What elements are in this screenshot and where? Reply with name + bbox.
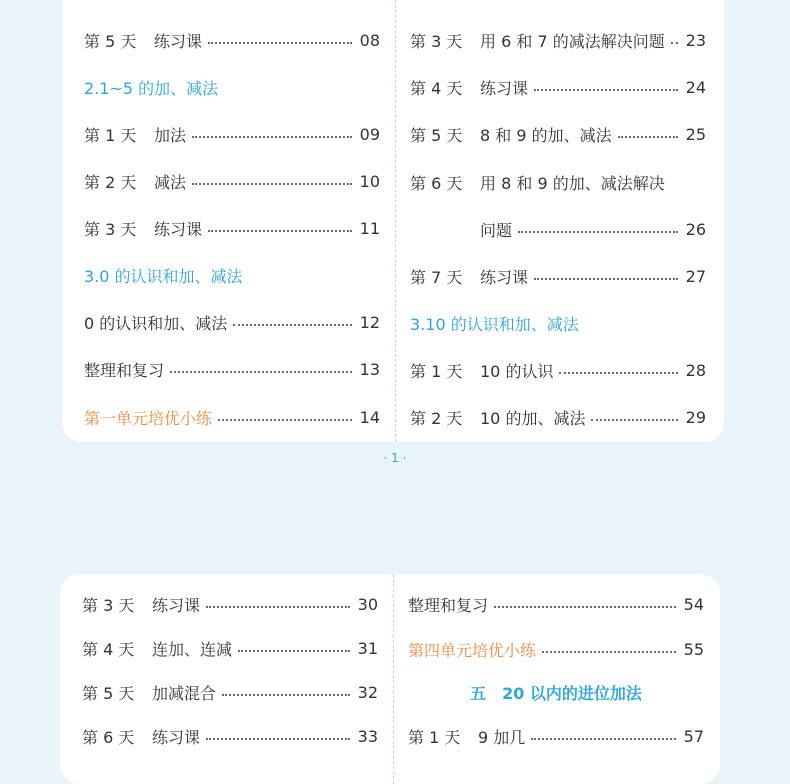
toc-entry[interactable] <box>410 76 706 98</box>
toc-entry[interactable] <box>84 311 380 333</box>
toc-entry[interactable] <box>408 725 704 747</box>
toc-entry-title: 练习课 <box>154 219 203 239</box>
toc-entry-page: 32 <box>357 682 378 702</box>
toc-entry-title: 问题 <box>480 220 513 240</box>
toc-entry[interactable] <box>410 406 706 428</box>
toc-leader-dots <box>233 324 352 326</box>
toc-entry-page: 11 <box>359 218 380 238</box>
toc-leader-dots <box>218 419 352 421</box>
toc-entry[interactable] <box>82 681 378 703</box>
toc-entry[interactable] <box>82 637 378 659</box>
toc-entry-title: 9 加几 <box>478 727 526 747</box>
toc-entry[interactable] <box>84 29 380 51</box>
toc-entry-day: 第 1 天 <box>410 361 463 381</box>
toc-entry[interactable] <box>410 29 706 51</box>
toc-leader-dots <box>559 372 678 374</box>
toc-entry-day: 第 5 天 <box>82 683 135 703</box>
toc-entry-day: 第 5 天 <box>84 31 137 51</box>
toc-card-page-2 <box>60 574 720 784</box>
toc-entry-day: 第 3 天 <box>410 31 463 51</box>
toc-leader-dots <box>238 650 350 652</box>
toc-leader-dots <box>534 278 678 280</box>
toc-section-heading: 3.10 的认识和加、减法 <box>410 315 579 334</box>
toc-entry-page: 28 <box>685 360 706 380</box>
toc-entry-title: 用 8 和 9 的加、减法解决 <box>480 173 665 193</box>
toc-entry-page: 27 <box>685 266 706 286</box>
toc-section-heading: 3.0 的认识和加、减法 <box>84 267 243 286</box>
toc-entry[interactable] <box>410 359 706 381</box>
toc-entry-title: 减法 <box>154 172 187 192</box>
toc-entry-title: 练习课 <box>480 267 529 287</box>
toc-entry-day: 第 2 天 <box>410 408 463 428</box>
toc-entry[interactable] <box>84 406 380 428</box>
toc-entry-day: 第 6 天 <box>410 173 463 193</box>
toc-entry-page: 57 <box>683 726 704 746</box>
toc-entry[interactable] <box>84 170 380 192</box>
toc-entry-day: 第 6 天 <box>82 727 135 747</box>
toc-leader-dots <box>208 230 352 232</box>
toc-card-page-1 <box>62 0 724 442</box>
toc-leader-dots <box>192 183 352 185</box>
toc-entry-day: 第 4 天 <box>82 639 135 659</box>
toc-entry-title: 练习课 <box>154 31 203 51</box>
toc-entry-title: 10 的加、减法 <box>480 408 586 428</box>
toc-entry-title: 第一单元培优小练 <box>84 408 213 428</box>
toc-entry-page: 31 <box>357 638 378 658</box>
toc-leader-dots <box>618 136 678 138</box>
toc-entry-title: 连加、连减 <box>152 639 233 659</box>
page-number: · 1 · <box>383 451 407 465</box>
toc-entry-day: 第 4 天 <box>410 78 463 98</box>
toc-entry-title: 加减混合 <box>152 683 217 703</box>
toc-entry-title: 0 的认识和加、减法 <box>84 313 228 333</box>
toc-leader-dots <box>494 606 676 608</box>
toc-entry-page: 33 <box>357 726 378 746</box>
toc-entry[interactable] <box>408 593 704 615</box>
toc-entry[interactable] <box>84 358 380 380</box>
toc-entry-page: 24 <box>685 77 706 97</box>
toc-entry-page: 14 <box>359 407 380 427</box>
toc-entry-title: 练习课 <box>152 595 201 615</box>
toc-entry-page: 12 <box>359 312 380 332</box>
toc-entry-title: 练习课 <box>480 78 529 98</box>
toc-entry-page: 25 <box>685 124 706 144</box>
toc-entry[interactable] <box>84 123 380 145</box>
toc-leader-dots <box>206 606 350 608</box>
toc-leader-dots <box>671 42 678 44</box>
toc-entry[interactable] <box>84 217 380 239</box>
toc-entry[interactable] <box>410 265 706 287</box>
toc-entry[interactable] <box>82 593 378 615</box>
toc-leader-dots <box>192 136 352 138</box>
toc-leader-dots <box>531 738 676 740</box>
toc-entry-title: 整理和复习 <box>84 360 165 380</box>
toc-entry[interactable] <box>410 171 706 193</box>
toc-entry-page: 10 <box>359 171 380 191</box>
toc-entry-page: 26 <box>685 219 706 239</box>
toc-entry-day: 第 3 天 <box>84 219 137 239</box>
toc-entry[interactable] <box>408 638 704 660</box>
toc-entry-page: 55 <box>683 639 704 659</box>
toc-entry-page: 13 <box>359 359 380 379</box>
toc-entry-title: 整理和复习 <box>408 595 489 615</box>
toc-leader-dots <box>518 231 678 233</box>
column-divider <box>395 0 396 442</box>
toc-entry[interactable] <box>410 123 706 145</box>
toc-entry-day: 第 2 天 <box>84 172 137 192</box>
toc-entry-title: 加法 <box>154 125 187 145</box>
column-divider <box>393 574 394 784</box>
toc-entry[interactable] <box>82 725 378 747</box>
toc-entry-page: 54 <box>683 594 704 614</box>
toc-entry-day: 第 1 天 <box>408 727 461 747</box>
toc-entry-title: 10 的认识 <box>480 361 554 381</box>
toc-entry-day: 第 7 天 <box>410 267 463 287</box>
toc-leader-dots <box>542 651 676 653</box>
toc-leader-dots <box>534 89 678 91</box>
toc-entry-page: 23 <box>685 30 706 50</box>
toc-entry-day: 第 3 天 <box>82 595 135 615</box>
toc-entry-day: 第 5 天 <box>410 125 463 145</box>
toc-section-heading: 2.1~5 的加、减法 <box>84 79 219 98</box>
toc-entry-page: 29 <box>685 407 706 427</box>
toc-entry-title: 练习课 <box>152 727 201 747</box>
toc-entry-title: 第四单元培优小练 <box>408 640 537 660</box>
toc-leader-dots <box>170 371 352 373</box>
toc-leader-dots <box>222 694 350 696</box>
toc-entry-title: 8 和 9 的加、减法 <box>480 125 612 145</box>
toc-entry-title: 用 6 和 7 的减法解决问题 <box>480 31 665 51</box>
toc-leader-dots <box>206 738 350 740</box>
toc-leader-dots <box>591 419 678 421</box>
toc-section-heading: 五 20 以内的进位加法 <box>470 684 642 703</box>
toc-entry-page: 30 <box>357 594 378 614</box>
toc-entry-page: 09 <box>359 124 380 144</box>
toc-entry-day: 第 1 天 <box>84 125 137 145</box>
toc-entry-page: 08 <box>359 30 380 50</box>
toc-entry[interactable] <box>410 218 706 240</box>
toc-leader-dots <box>208 42 352 44</box>
